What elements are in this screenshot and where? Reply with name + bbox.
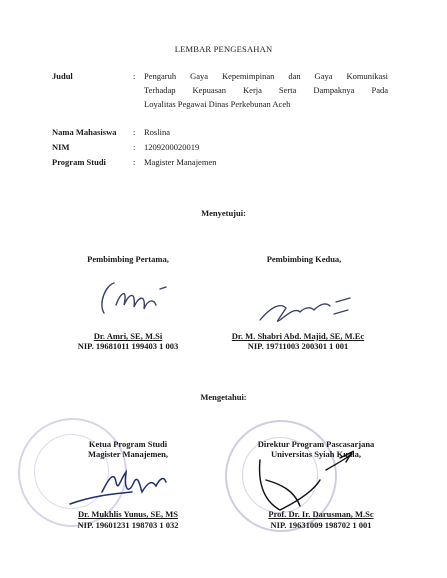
judul-colon: : — [133, 71, 136, 81]
nama-colon: : — [133, 127, 136, 137]
page-title: LEMBAR PENGESAHAN — [174, 44, 273, 54]
direktur-name: Prof. Dr. Ir. Darusman, M.Sc — [268, 509, 374, 519]
nama-value: Roslina — [144, 127, 170, 137]
judul-line-3: Loyalitas Pegawai Dinas Perkebunan Aceh — [144, 99, 291, 109]
pembimbing2-name: Dr. M. Shabri Abd. Majid, SE, M.Ec — [231, 331, 365, 341]
judul-label: Judul — [52, 71, 73, 81]
menyetujui-heading: Menyetujui: — [201, 208, 246, 218]
signature-direktur — [240, 440, 360, 520]
mengetahui-heading: Mengetahui: — [200, 392, 247, 402]
pembimbing1-role: Pembimbing Pertama, — [87, 254, 169, 264]
prodi-label: Program Studi — [52, 157, 106, 167]
direktur-role-line2: Universitas Syiah Kuala, — [271, 449, 361, 459]
prodi-value: Magister Manajemen — [144, 157, 217, 167]
nim-value: 1209200020019 — [144, 142, 200, 152]
judul-line-1: Pengaruh Gaya Kepemimpinan dan Gaya Komunikasi — [144, 71, 388, 81]
nama-label: Nama Mahasiswa — [52, 127, 117, 137]
direktur-nip: NIP. 19631009 198702 1 001 — [270, 520, 372, 530]
ketua-name: Dr. Mukhlis Yunus, SE, MS — [78, 509, 178, 519]
direktur-role-line1: Direktur Program Pascasarjana — [257, 439, 375, 449]
prodi-colon: : — [133, 157, 136, 167]
pembimbing2-nip: NIP. 19711003 200301 1 001 — [247, 341, 349, 351]
ketua-role-line1: Ketua Program Studi — [88, 439, 168, 449]
pembimbing2-role: Pembimbing Kedua, — [266, 254, 342, 264]
nim-colon: : — [133, 142, 136, 152]
ketua-role-line2: Magister Manajemen, — [87, 449, 169, 459]
signature-pembimbing1 — [84, 275, 184, 325]
pembimbing1-nip: NIP. 19681011 199403 1 003 — [77, 341, 179, 351]
ketua-nip: NIP. 19601231 198703 1 032 — [77, 520, 179, 530]
pembimbing1-name: Dr. Amri, SE, M.Si — [93, 331, 163, 341]
nim-label: NIM — [52, 142, 70, 152]
signature-pembimbing2 — [250, 290, 360, 335]
judul-line-2: Terhadap Kepuasan Kerja Serta Dampaknya Pada — [144, 85, 388, 95]
